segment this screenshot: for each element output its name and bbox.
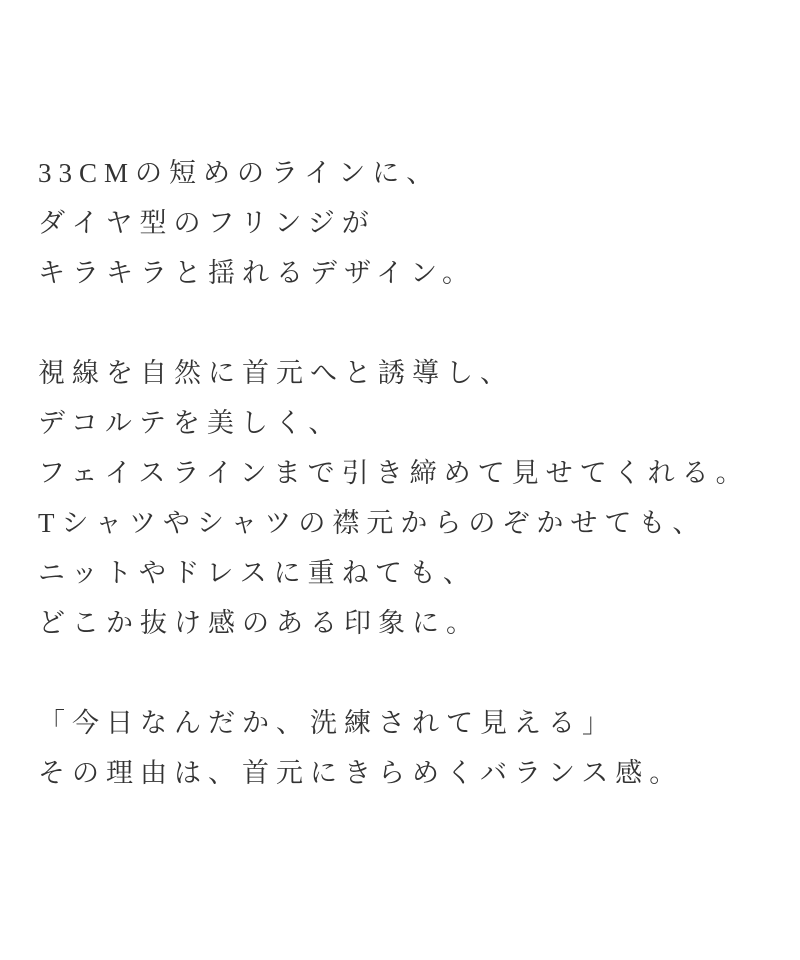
paragraph-design (38, 148, 778, 298)
description-line: ダイヤ型のフリンジが (38, 208, 376, 238)
paragraph-effect (38, 348, 778, 648)
description-line: フェイスラインまで引き締めて見せてくれる。 (38, 458, 750, 488)
description-line: 「今日なんだか、洗練されて見える」 (38, 708, 616, 738)
description-line: キラキラと揺れるデザイン。 (38, 258, 476, 288)
description-line: その理由は、首元にきらめくバランス感。 (38, 758, 684, 788)
description-line: デコルテを美しく、 (38, 408, 343, 438)
description-line: どこか抜け感のある印象に。 (38, 608, 480, 638)
description-line: 33CMの短めのラインに、 (38, 158, 441, 188)
description-line: ニットやドレスに重ねても、 (38, 558, 477, 588)
product-description-text (38, 148, 778, 798)
paragraph-quote (38, 698, 778, 798)
description-line: 視線を自然に首元へと誘導し、 (38, 358, 514, 388)
description-line: Tシャツやシャツの襟元からのぞかせても、 (38, 508, 707, 538)
